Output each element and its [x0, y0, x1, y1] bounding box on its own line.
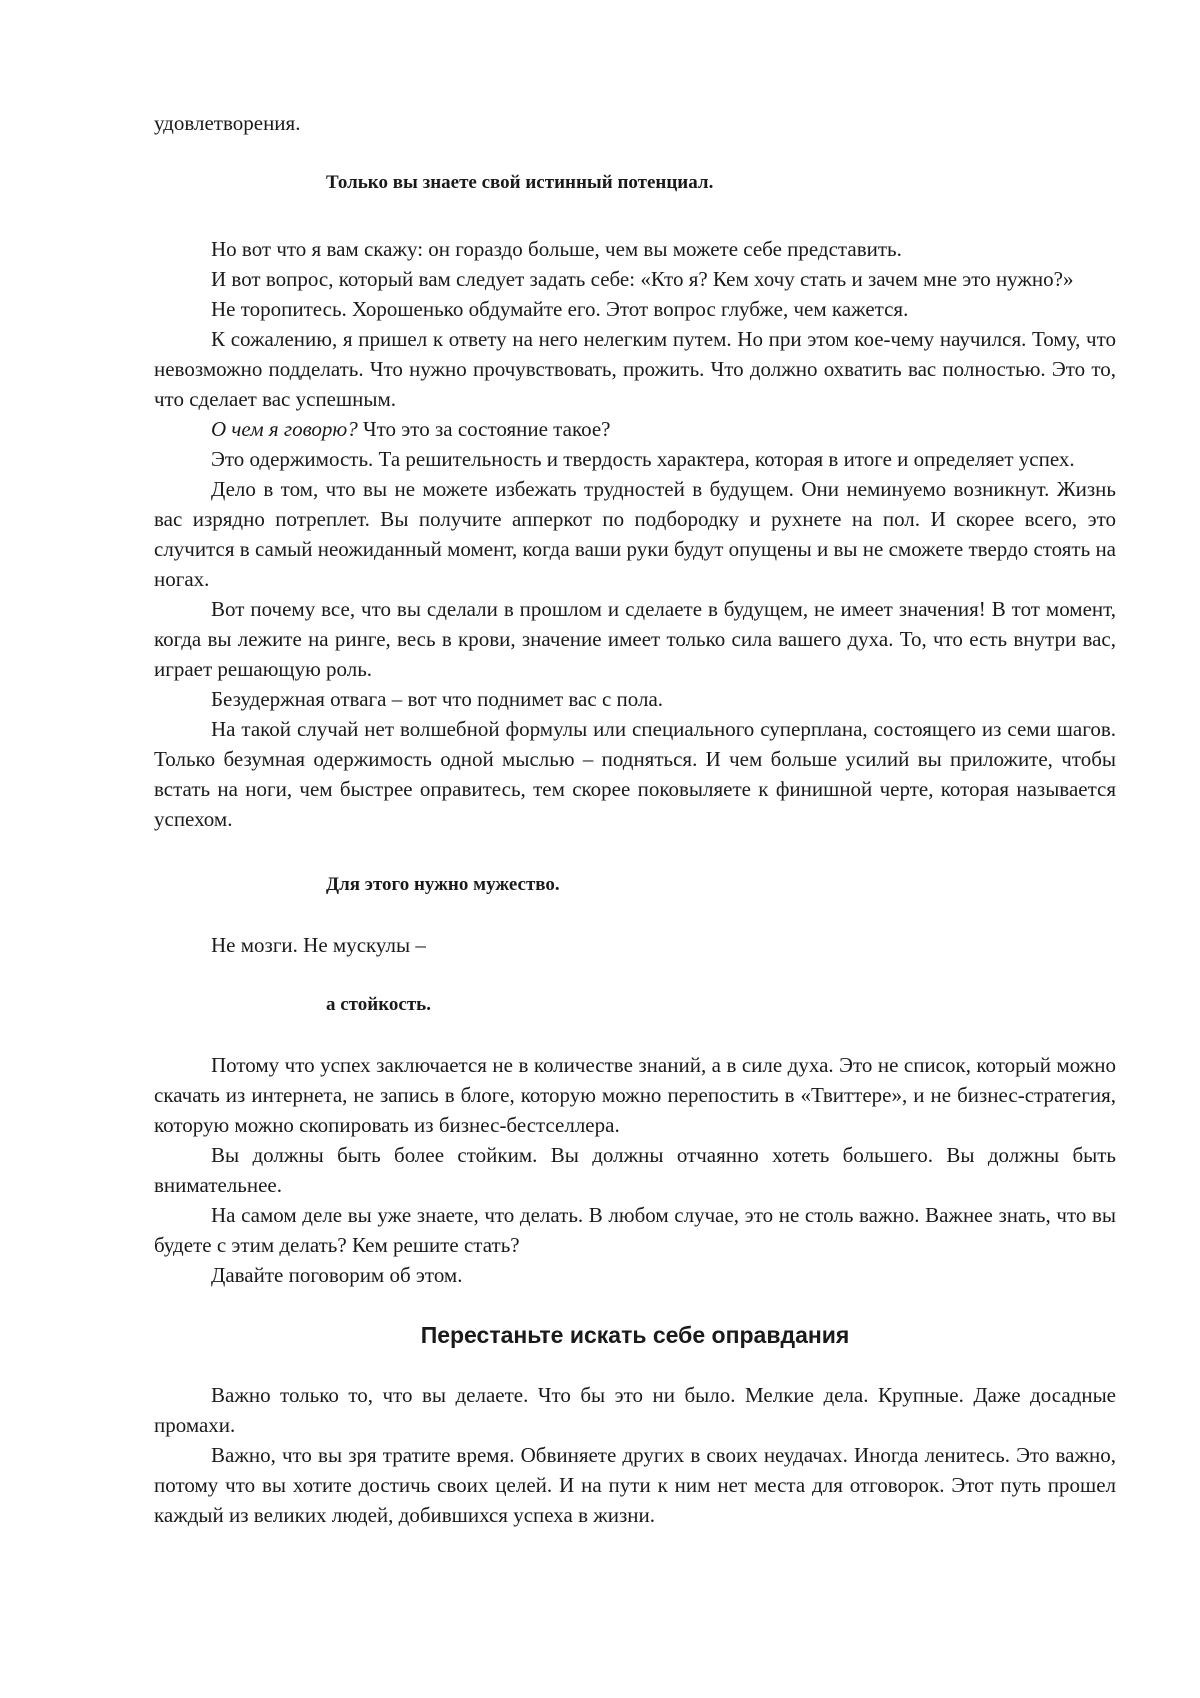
callout-resilience: а стойкость.	[326, 994, 431, 1015]
paragraph: Не торопитесь. Хорошенько обдумайте его. Этот вопрос глубже, чем кажется.	[211, 297, 909, 321]
paragraph: Безудержная отвага – вот что поднимет вас с пола.	[211, 687, 664, 711]
paragraph: Вот почему все, что вы сделали в прошлом и сделаете в будущем, не имеет значения! В тот момент, когда вы лежите на ринге, весь в крови, значение имеет только сила вашего духа. То, что есть внутри вас, играет решающую роль.	[154, 597, 1116, 681]
spacer	[154, 198, 1116, 234]
callout-potential: Только вы знаете свой истинный потенциал.	[326, 172, 714, 193]
paragraph: К сожалению, я пришел к ответу на него нелегким путем. Но при этом кое-чему научился. Тому, что невозможно подделать. Что нужно прочувствовать, прожить. Что должно охватить вас полностью. Это то, что сделает вас успешным.	[154, 327, 1116, 411]
spacer	[154, 1350, 1116, 1380]
callout-courage: Для этого нужно мужество.	[326, 874, 560, 895]
paragraph: Вы должны быть более стойким. Вы должны отчаянно хотеть большего. Вы должны быть внимательнее.	[154, 1143, 1116, 1197]
paragraph: На такой случай нет волшебной формулы или специального суперплана, состоящего из семи шагов. Только безумная одержимость одной мыслью – подняться. И чем больше усилий вы приложите, чтобы встать на ноги, чем быстрее оправитесь, тем скорее поковыляете к финишной черте, которая называется успехом.	[154, 717, 1116, 831]
spacer	[154, 960, 1116, 990]
document-page	[154, 108, 1116, 1530]
spacer	[154, 138, 1116, 168]
paragraph: Важно, что вы зря тратите время. Обвиняете других в своих неудачах. Иногда ленитесь. Это важно, потому что вы хотите достичь своих целей. И на пути к ним нет места для отговорок. Этот путь прошел каждый из великих людей, добившихся успеха в жизни.	[154, 1443, 1116, 1527]
paragraph: Но вот что я вам скажу: он гораздо больше, чем вы можете себе представить.	[211, 237, 902, 261]
section-heading: Перестаньте искать себе оправдания	[420, 1322, 850, 1348]
paragraph: Давайте поговорим об этом.	[211, 1263, 463, 1287]
paragraph-fragment: удовлетворения.	[154, 111, 301, 135]
paragraph: И вот вопрос, который вам следует задать себе: «Кто я? Кем хочу стать и зачем мне это нужно?»	[211, 267, 1074, 291]
spacer	[154, 1020, 1116, 1050]
paragraph: Важно только то, что вы делаете. Что бы это ни было. Мелкие дела. Крупные. Даже досадные промахи.	[154, 1383, 1116, 1437]
paragraph-question	[154, 414, 1116, 444]
italic-question: О чем я говорю?	[211, 417, 358, 441]
question-followup: Что это за состояние такое?	[357, 417, 611, 441]
paragraph: Это одержимость. Та решительность и твердость характера, которая в итоге и определяет успех.	[211, 447, 1075, 471]
paragraph: На самом деле вы уже знаете, что делать. В любом случае, это не столь важно. Важнее знать, что вы будете с этим делать? Кем решите стать?	[154, 1203, 1116, 1257]
spacer	[154, 1290, 1116, 1320]
paragraph: Дело в том, что вы не можете избежать трудностей в будущем. Они неминуемо возникнут. Жизнь вас изрядно потреплет. Вы получите апперкот по подбородку и рухнете на пол. И скорее всего, это случится в самый неожиданный момент, когда ваши руки будут опущены и вы не сможете твердо стоять на ногах.	[154, 477, 1116, 591]
paragraph-short: Не мозги. Не мускулы –	[211, 933, 426, 957]
spacer	[154, 834, 1116, 870]
spacer	[154, 900, 1116, 930]
paragraph: Потому что успех заключается не в количестве знаний, а в силе духа. Это не список, который можно скачать из интернета, не запись в блоге, которую можно перепостить в «Твиттере», и не бизнес-стратегия, которую можно скопировать из бизнес-бестселлера.	[154, 1053, 1116, 1137]
